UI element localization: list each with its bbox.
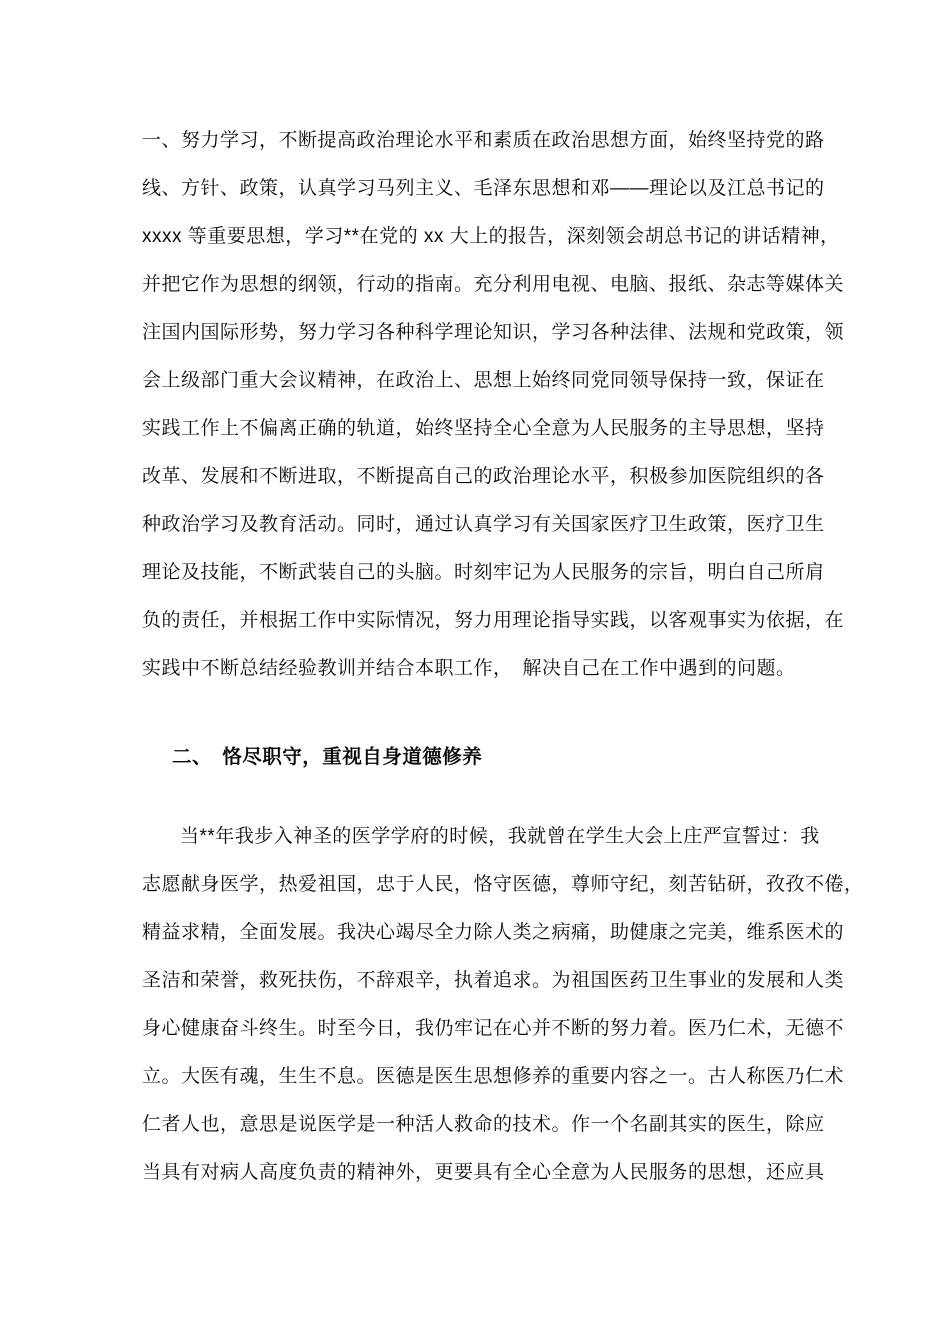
- text-line: 线、方针、政策，认真学习马列主义、毛泽东思想和邓——理论以及江总书记的: [142, 178, 825, 199]
- text-line: 改革、发展和不断进取，不断提高自己的政治理论水平，积极参加医院组织的各: [142, 466, 825, 487]
- text-line: xxxx 等重要思想，学习**在党的 xx 大上的报告，深刻领会胡总书记的讲话精神，: [142, 226, 840, 247]
- text-line: 并把它作为思想的纲领，行动的指南。充分利用电视、电脑、报纸、杂志等媒体关: [142, 274, 845, 295]
- text-line: 仁者人也，意思是说医学是一种活人救命的技术。作一个名副其实的医生，除应: [142, 1114, 825, 1135]
- text-line: 当具有对病人高度负责的精神外，更要具有全心全意为人民服务的思想，还应具: [142, 1162, 825, 1183]
- text-line: 种政治学习及教育活动。同时，通过认真学习有关国家医疗卫生政策，医疗卫生: [142, 514, 825, 535]
- text-line: 精益求精，全面发展。我决心竭尽全力除人类之病痛，助健康之完美，维系医术的: [142, 922, 845, 943]
- text-line: 实践中不断总结经验教训并结合本职工作， 解决自己在工作中遇到的问题。: [142, 658, 796, 679]
- text-line: 实践工作上不偏离正确的轨道，始终坚持全心全意为人民服务的主导思想，坚持: [142, 418, 825, 439]
- text-line: 身心健康奋斗终生。时至今日，我仍牢记在心并不断的努力着。医乃仁术，无德不: [142, 1018, 845, 1039]
- text-line: 注国内国际形势，努力学习各种科学理论知识，学习各种法律、法规和党政策，领: [142, 322, 845, 343]
- text-line: 一、努力学习，不断提高政治理论水平和素质在政治思想方面，始终坚持党的路: [142, 130, 825, 151]
- text-line: 圣洁和荣誉，救死扶伤，不辞艰辛，执着追求。为祖国医药卫生事业的发展和人类: [142, 970, 845, 991]
- text-line: 会上级部门重大会议精神，在政治上、思想上始终同党同领导保持一致，保证在: [142, 370, 825, 391]
- text-line: 当**年我步入神圣的医学学府的时候，我就曾在学生大会上庄严宣誓过：我: [180, 826, 820, 847]
- paragraph-section-1: [142, 117, 845, 693]
- section-heading-2: 二、 恪尽职守，重视自身道德修养: [172, 746, 483, 768]
- text-line: 理论及技能，不断武装自己的头脑。时刻牢记为人民服务的宗旨，明白自己所肩: [142, 562, 825, 583]
- paragraph-section-2: [142, 813, 864, 1197]
- text-line: 志愿献身医学，热爱祖国，忠于人民，恪守医德，尊师守纪，刻苦钻研，孜孜不倦，: [142, 874, 864, 895]
- text-line: 立。大医有魂，生生不息。医德是医生思想修养的重要内容之一。古人称医乃仁术: [142, 1066, 845, 1087]
- text-line: 负的责任，并根据工作中实际情况，努力用理论指导实践，以客观事实为依据，在: [142, 610, 845, 631]
